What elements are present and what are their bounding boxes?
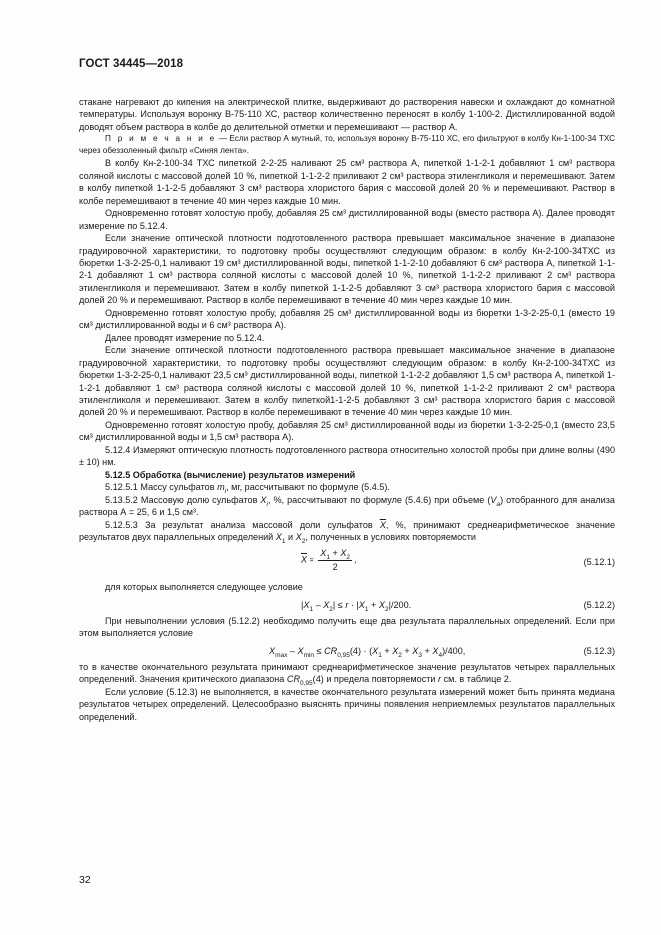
equation-5-12-3: $X_{max} - X_{min} \le CR_{0,95}(4) \cdot (X_1 + X_2 + X_3 + X_4)/400$, (5.12.3) — [269, 645, 615, 659]
page-number: 32 — [79, 874, 91, 886]
equation-5-12-2: $|X_1 - X_2| \le r \cdot |X_1 + X_2|/200$. (5.12.2) — [301, 599, 615, 613]
paragraph: то в качестве окончательного результата принимают среднеарифметическое значение результатов четырех параллельных определений. Значения критического диапазона $CR_{0,95}(4)$ и предела повторяемости r см. в таблице 2. — [79, 661, 615, 688]
paragraph: Одновременно готовят холостую пробу, добавляя 25 см³ дистиллированной воды из бюретки 1-3-2-25-0,1 (вместо 23,5 см³ дистиллированной воды и 1,5 см³ раствора А). — [79, 419, 615, 443]
note — [79, 133, 615, 156]
equation-number: (5.12.1) — [583, 557, 615, 568]
document-header: ГОСТ 34445—2018 — [79, 58, 184, 70]
paragraph: Если значение оптической плотности подготовленного раствора превышает максимальное значение в диапазоне градуировочной характеристики, то подготовку пробы осуществляют следующим образом: в колбу Кн-2-100-34ТХС из бюретки 1-3-2-25-0,1 наливают 19 см³ дистиллированной воды, пипеткой 1-1-2-10 добавляют 6 см³ раствора А, пипеткой 1-1-2-1 добавляют 1 см³ раствора соляной кислоты с массовой долей 10 %, пипеткой 1-1-2-2 приливают 2 см³ раствора этиленгликоля и перемешивают. Затем в колбу пипеткой 1-1-2-5 добавляют 3 см³ раствора хлористого бария с массовой долей 20 % и перемешивают. Раствор в колбе перемешивают в течение 40 мин через каждые 10 мин. — [79, 233, 615, 306]
paragraph: 5.13.5.2 Массовую долю сульфатов $X_i$, %, рассчитывают по формуле (5.4.6) при объеме $(V_a)$ отобранного для анализа раствора А = 25, 6 и 1,5 см³. — [79, 494, 615, 518]
note-text: — Если раствор А мутный, то, используя воронку В-75-110 ХС, его фильтруют в колбу Кн-1-100-34 ТХС через обеззоленный фильтр «Синяя лента». — [79, 134, 615, 155]
paragraph: В колбу Кн-2-100-34 ТХС пипеткой 2-2-25 наливают 25 см³ раствора А, пипеткой 1-1-2-1 добавляют 1 см³ раствора соляной кислоты с массовой долей 10 %, пипеткой 1-1-2-2 приливают 2 см³ раствора этиленгликоля и перемешивают. Затем в колбу пипеткой 1-1-2-5 добавляют 3 см³ раствора хлористого бария с массовой долей 20 % и перемешивают. Раствор в колбе перемешивают в течение 40 мин через каждые 10 мин. — [79, 158, 615, 206]
paragraph: для которых выполняется следующее условие — [105, 582, 303, 593]
paragraph: 5.12.4 Измеряют оптическую плотность подготовленного раствора относительно холостой пробы при длине волны (490 ± 10) нм. — [79, 444, 615, 468]
paragraph: Если значение оптической плотности подготовленного раствора превышает максимальное значение в диапазоне градуировочной характеристики, то подготовку пробы осуществляют следующим образом: в колбу Кн-2-100-34ТХС из бюретки 1-3-2-25-0,1 наливают 23,5 см³ дистиллированной воды, пипеткой 1-1-2-2 добавляют 1,5 см³ раствора А, пипеткой 1-1-2-1 добавляют 1 см³ раствора соляной кислоты с массовой долей 10 %, пипеткой 1-1-2-2 приливают 2 см³ раствора этиленгликоля и перемешивают. Затем в колбу пипеткой1-1-2-5 добавляют 3 см³ раствора хлористого бария с массовой долей 20 % и перемешивают. Раствор в колбе перемешивают в течение 40 мин через каждые 10 мин. — [79, 345, 615, 418]
equation-number: (5.12.3) — [583, 645, 615, 656]
paragraph: Одновременно готовят холостую пробу, добавляя 25 см³ дистиллированной воды (вместо раствора А). Далее проводят измерение по 5.12.4. — [79, 208, 615, 231]
paragraph: 5.12.5.1 Массу сульфатов $m_i$, мг, рассчитывают по формуле (5.4.5). — [105, 482, 390, 495]
paragraph: стакане нагревают до кипения на электрической плитке, выдерживают до растворения навески и охлаждают до комнатной температуры. Используя воронку В-75-110 ХС, раствор количественно переносят в колбу 1-100-2. Дистиллированной водой доводят объем раствора в колбе до делительной отметки и перемешивают — раствор А. — [79, 97, 615, 132]
paragraph: Далее проводят измерение по 5.12.4. — [105, 332, 265, 343]
section-heading: 5.12.5 Обработка (вычисление) результатов измерений — [105, 469, 356, 480]
paragraph: Если условие (5.12.3) не выполняется, в качестве окончательного результата измерений может быть принята медиана результатов четырех определений. Целесообразно выяснять причины появления неприемлемых результатов параллельных определений. — [79, 686, 615, 722]
equation-number: (5.12.2) — [583, 599, 615, 610]
equation-5-12-1: $\overline{X}$ = $\frac{X_1 + X_2}{2}$ , (5.12.1) — [301, 548, 615, 572]
page-body — [79, 96, 615, 723]
paragraph: 5.12.5.3 За результат анализа массовой доли сульфатов $\overline{X}$, %, принимают среднеарифметическое значение результатов двух параллельных определений $X_1$ и $X_2$, полученных в условиях повторяемости — [79, 519, 615, 545]
note-label: П р и м е ч а н и е — [105, 134, 217, 144]
paragraph: При невыполнении условия (5.12.2) необходимо получить еще два результата параллельных определений. Если при этом выполняется условие — [79, 615, 615, 639]
paragraph: Одновременно готовят холостую пробу, добавляя 25 см³ дистиллированной воды из бюретки 1-3-2-25-0,1 (вместо 19 см³ дистиллированной воды и 6 см³ раствора А). — [79, 307, 615, 331]
